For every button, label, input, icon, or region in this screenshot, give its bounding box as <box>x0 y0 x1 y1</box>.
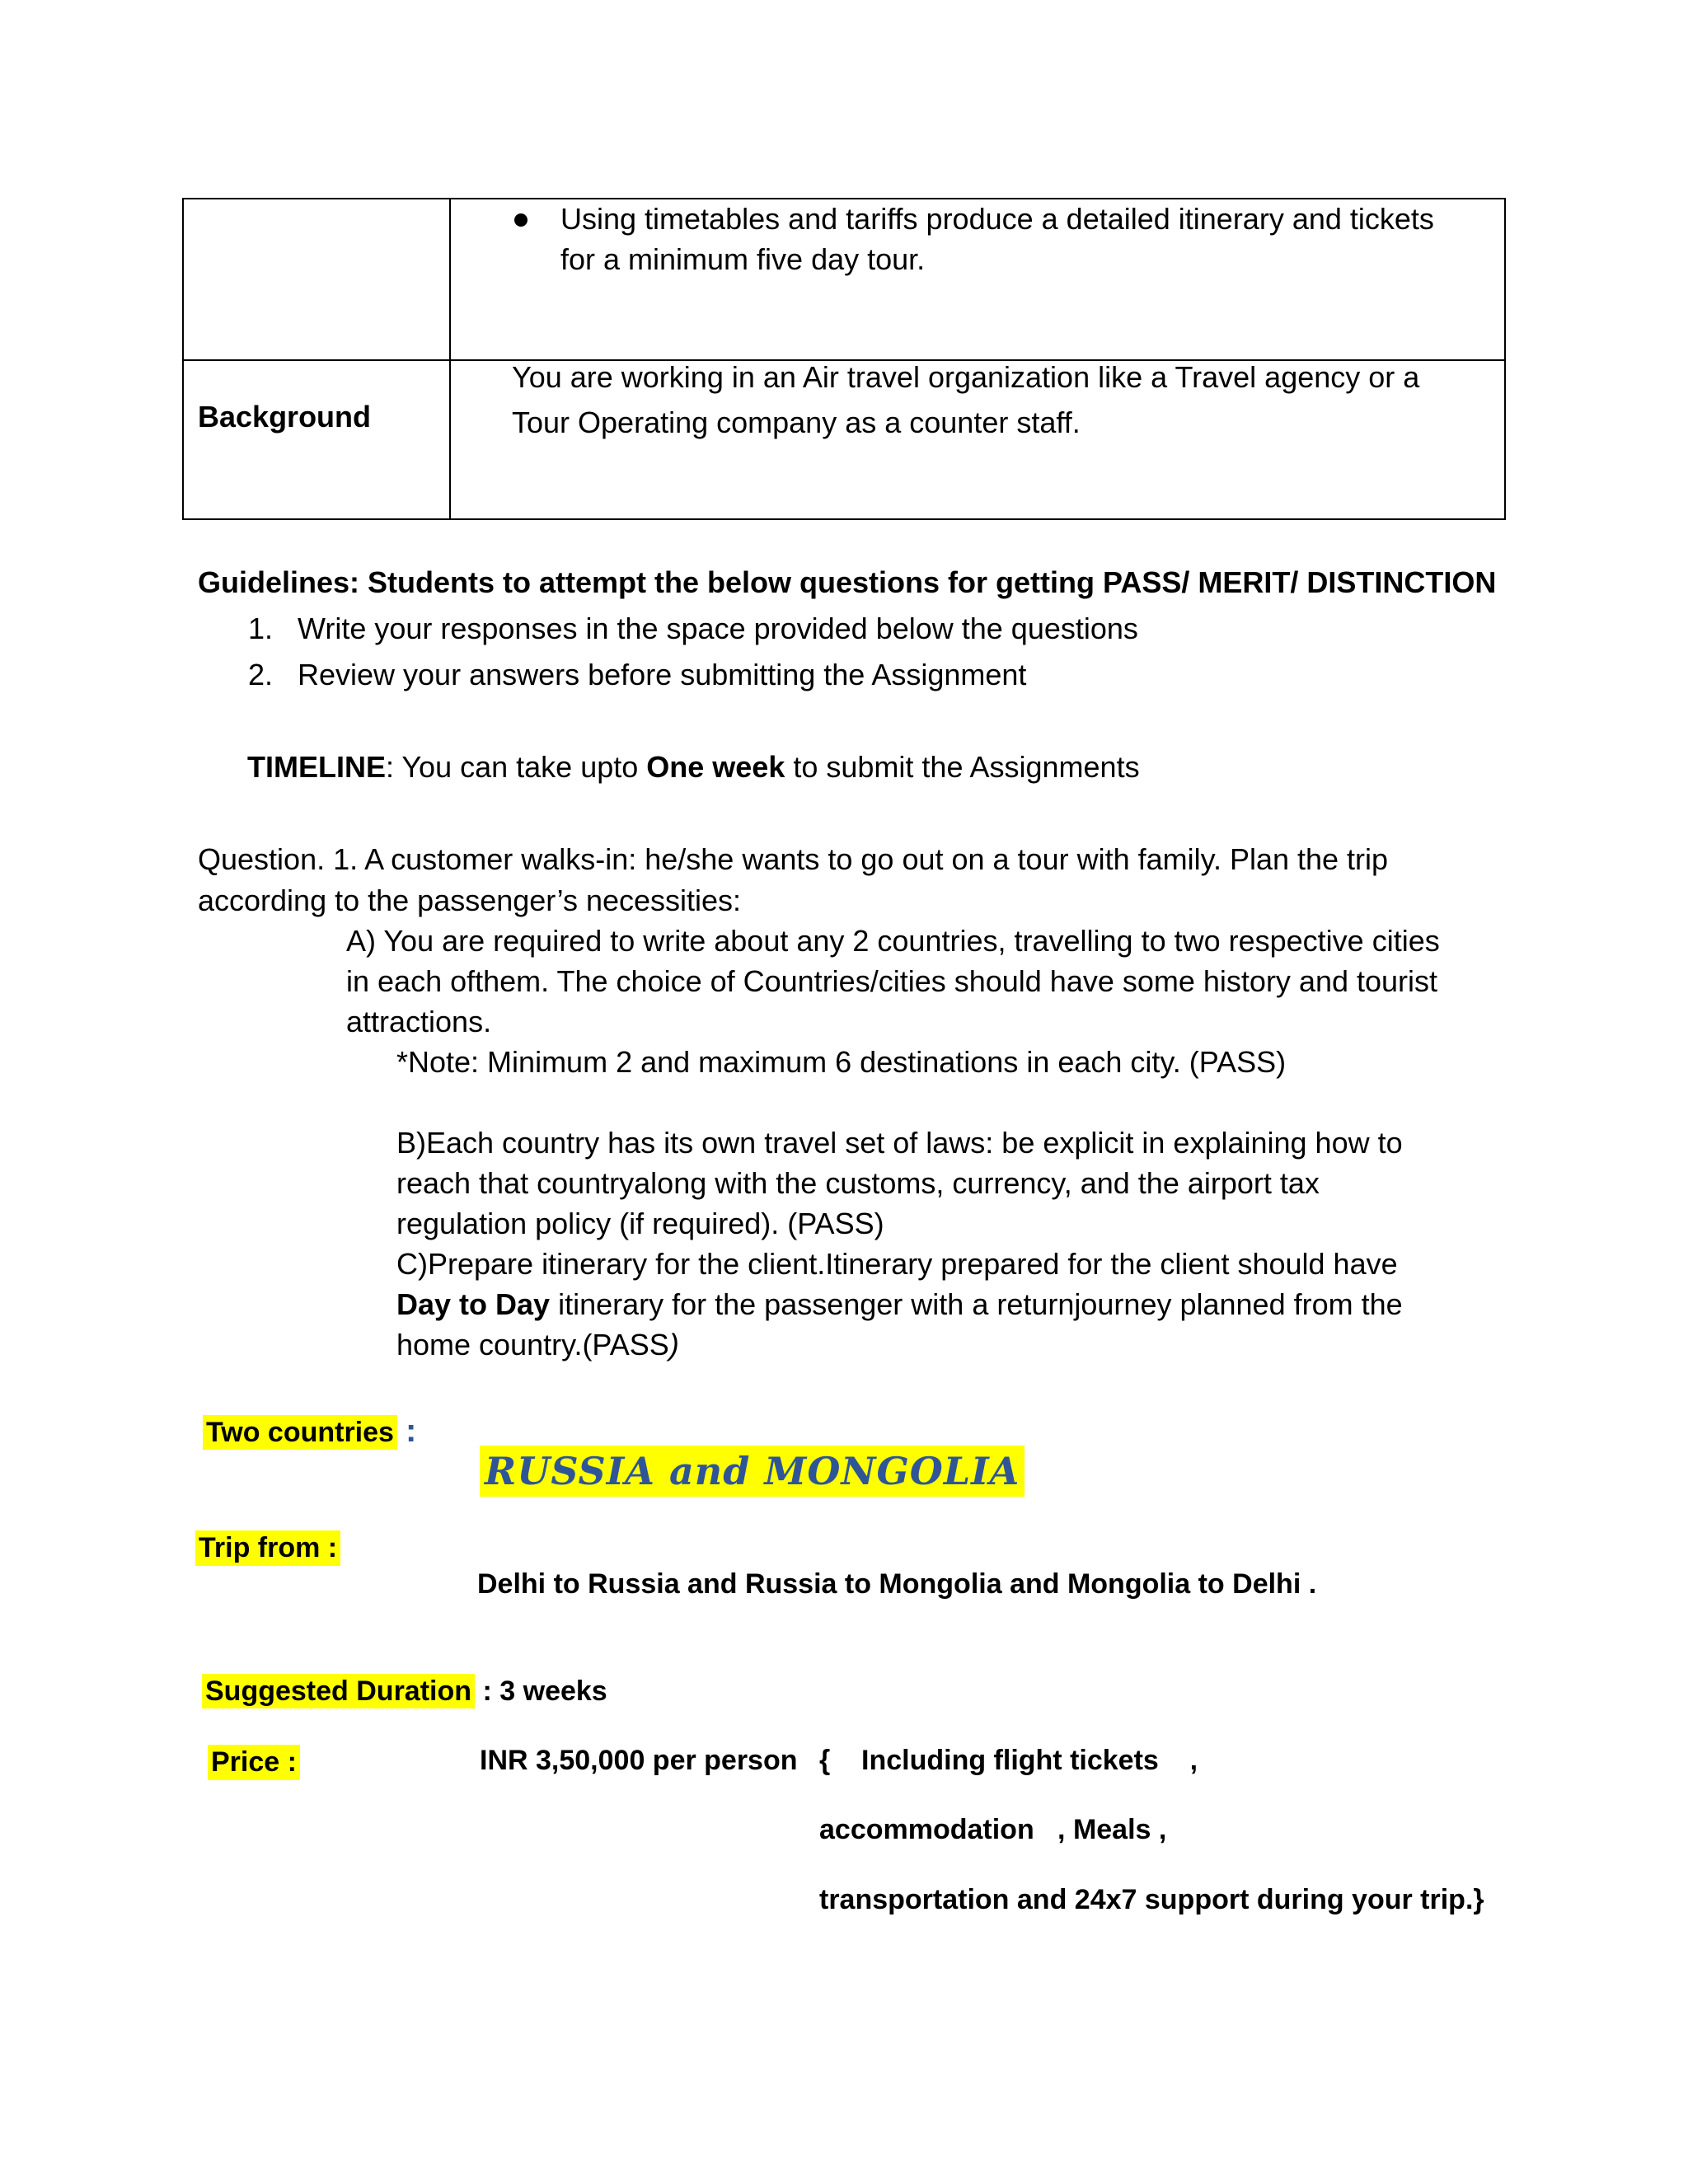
guideline-item: Write your responses in the space provided below the questions <box>298 612 1138 645</box>
duration-label: Suggested Duration <box>202 1674 475 1708</box>
partC-bold: Day to Day <box>396 1287 551 1321</box>
table-column-divider <box>449 199 451 518</box>
partA-line: A) You are required to write about any 2 countries, travelling to two respective cities <box>346 924 1440 958</box>
partA-line: in each ofthem. The choice of Countries/cities should have some history and tourist <box>346 964 1438 998</box>
timeline-text-after: to submit the Assignments <box>785 750 1140 784</box>
partC-line3-text: home country.(PASS <box>396 1328 669 1361</box>
background-text-line1: You are working in an Air travel organization like a Travel agency or a <box>512 360 1420 394</box>
partB-line: B)Each country has its own travel set of laws: be explicit in explaining how to <box>396 1126 1403 1160</box>
guideline-number: 1. <box>248 612 274 645</box>
countries-value <box>480 1449 1025 1493</box>
question1-line2: according to the passenger’s necessities: <box>198 883 742 917</box>
duration-value: 3 weeks <box>499 1675 607 1707</box>
table-bullet-text-cont: for a minimum five day tour. <box>560 242 926 276</box>
guidelines-heading: Guidelines: Students to attempt the below questions for getting PASS/ MERIT/ DISTINCTION <box>198 565 1497 599</box>
guideline-number: 2. <box>248 658 274 691</box>
price-value: INR 3,50,000 per person <box>480 1745 798 1776</box>
duration-colon: : <box>482 1675 492 1707</box>
duration-row <box>202 1675 607 1708</box>
partC-line1: C)Prepare itinerary for the client.Itinerary prepared for the client should have <box>396 1247 1398 1281</box>
timeline-label: TIMELINE <box>247 750 386 784</box>
trip-label: Trip from : <box>195 1530 340 1566</box>
countries-colon: : <box>405 1413 417 1449</box>
background-text-line2: Tour Operating company as a counter staff. <box>512 405 1081 439</box>
partC-line2-rest: itinerary for the passenger with a returnjourney planned from the <box>550 1287 1403 1321</box>
timeline-line <box>247 750 1140 785</box>
countries-row <box>203 1413 416 1450</box>
countries-label: Two countries <box>203 1415 397 1450</box>
partC-line3-end: ) <box>668 1328 679 1361</box>
countries-value-text: RUSSIA and MONGOLIA <box>480 1446 1025 1497</box>
price-label: Price : <box>208 1745 300 1780</box>
partC-line2 <box>396 1287 1403 1322</box>
partA-note: *Note: Minimum 2 and maximum 6 destinations in each city. (PASS) <box>396 1045 1287 1079</box>
partB-line: reach that countryalong with the customs, currency, and the airport tax <box>396 1166 1320 1200</box>
table-label-background: Background <box>198 400 372 434</box>
timeline-text-before: : You can take upto <box>386 750 647 784</box>
table-bullet-text: Using timetables and tariffs produce a detailed itinerary and tickets <box>560 202 1434 236</box>
question1-line1: Question. 1. A customer walks-in: he/she wants to go out on a tour with family. Plan the trip <box>198 842 1389 876</box>
bullet-icon <box>514 213 528 227</box>
timeline-bold: One week <box>646 750 785 784</box>
price-line3: transportation and 24x7 support during your trip.} <box>819 1884 1484 1915</box>
price-line2: accommodation , Meals , <box>819 1814 1167 1845</box>
trip-value: Delhi to Russia and Russia to Mongolia and Mongolia to Delhi . <box>477 1568 1317 1600</box>
partA-line: attractions. <box>346 1005 492 1038</box>
partB-line: regulation policy (if required). (PASS) <box>396 1207 884 1240</box>
partC-line3 <box>396 1328 679 1362</box>
guideline-item: Review your answers before submitting the Assignment <box>298 658 1027 691</box>
price-brace: { Including flight tickets , <box>819 1745 1198 1776</box>
